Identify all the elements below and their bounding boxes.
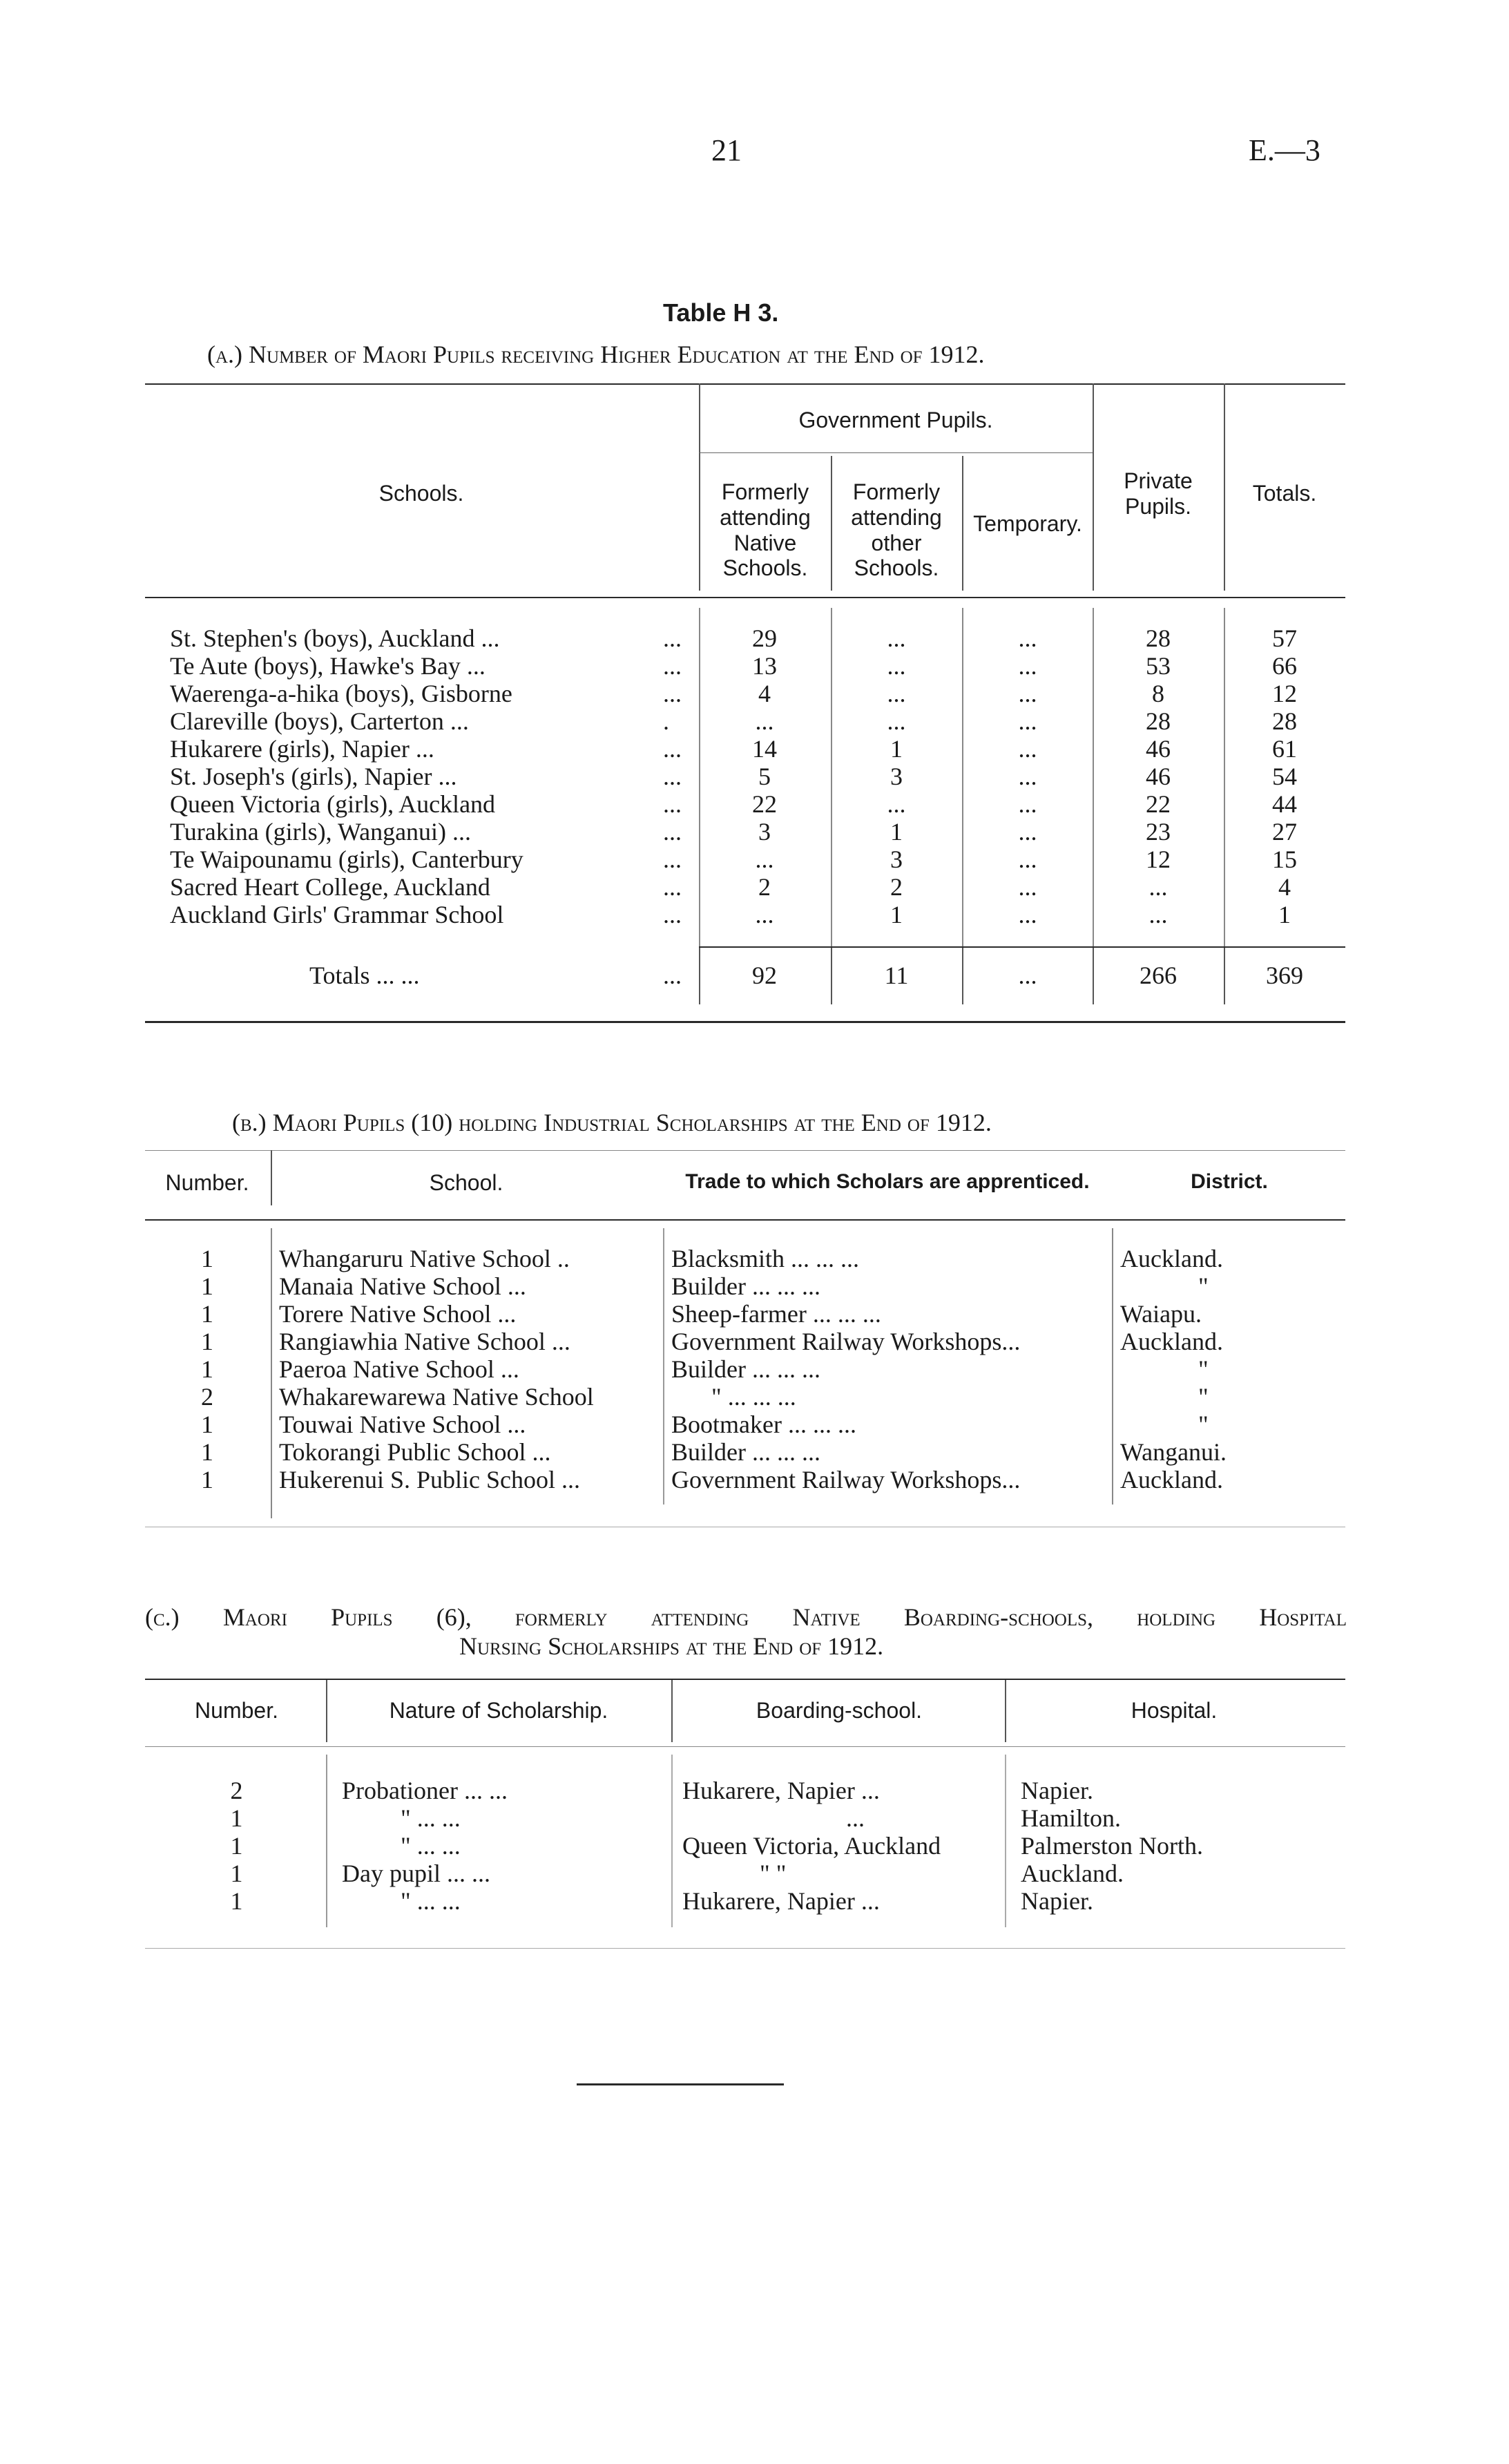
cell-native: 4 [758,680,771,707]
header-schools: Schools. [378,481,464,506]
header-district: District. [1191,1170,1268,1193]
cell-school: Rangiawhia Native School ... [279,1328,570,1355]
table-row: Queen Victoria (girls), Auckland ... 22 ... ... 22 44 [0,790,1509,818]
table-row [0,1300,1509,1328]
cell-school: Whangaruru Native School .. [279,1245,570,1272]
cell-private: 12 [1146,846,1171,873]
cell-number: 1 [201,1328,213,1355]
cell-native: 5 [758,763,771,790]
cell-other: 2 [890,873,903,901]
cell-other: ... [887,790,906,818]
cell-number: 1 [230,1804,243,1832]
cell-number: 1 [230,1887,243,1915]
cell-hospital: Napier. [1021,1777,1093,1804]
cell-other: ... [887,652,906,680]
cell-boarding: ... [846,1804,865,1832]
cell-number: 1 [201,1411,213,1438]
table-row [0,1383,1509,1411]
cell-private: 46 [1146,763,1171,790]
cell-total: 44 [1272,790,1297,818]
cell-district: Wanganui. [1120,1438,1227,1466]
cell-total: 61 [1272,735,1297,763]
header-formerly-native: Formerly attending Native Schools. [720,479,811,581]
cell-trade: Builder ... ... ... [671,1438,820,1466]
cell-total: 1 [1278,901,1291,928]
cell-total: 4 [1278,873,1291,901]
cell-trade: Blacksmith ... ... ... [671,1245,859,1272]
table-row: Sacred Heart College, Auckland ... 2 2 ... ... 4 [0,873,1509,901]
table-row: Te Waipounamu (girls), Canterbury ... ... 3 ... 12 15 [0,846,1509,873]
cell-other: 1 [890,818,903,846]
cell-number: 1 [201,1438,213,1466]
table-row [0,1438,1509,1466]
school-name: St. Stephen's (boys), Auckland ... [170,624,500,652]
cell-other: ... [887,707,906,735]
cell-temporary: ... [1018,735,1037,763]
cell-total: 27 [1272,818,1297,846]
school-name: Sacred Heart College, Auckland [170,873,490,901]
cell-temporary: ... [1018,624,1037,652]
header-nature: Nature of Scholarship. [389,1698,608,1723]
cell-number: 1 [201,1272,213,1300]
cell-native: 2 [758,873,771,901]
cell-number: 2 [201,1383,213,1411]
cell-school: Torere Native School ... [279,1300,517,1328]
cell-trade: Government Railway Workshops... [671,1466,1021,1493]
cell-district: " [1198,1355,1209,1383]
cell-boarding: Queen Victoria, Auckland [682,1832,941,1860]
header-boarding: Boarding-school. [756,1698,923,1723]
cell-trade: Builder ... ... ... [671,1355,820,1383]
cell-trade: Sheep-farmer ... ... ... [671,1300,881,1328]
header-government-pupils: Government Pupils. [798,408,993,432]
school-name: Waerenga-a-hika (boys), Gisborne [170,680,512,707]
table-row [0,1777,1509,1804]
cell-total: 54 [1272,763,1297,790]
section-a-caption: (a.) Number of Maori Pupils receiving Higher Education at the End of 1912. [207,341,985,368]
cell-hospital: Hamilton. [1021,1804,1121,1832]
section-c-caption-line2: Nursing Scholarships at the End of 1912. [459,1632,884,1660]
cell-native: ... [755,901,774,928]
school-name: Turakina (girls), Wanganui) ... [170,818,472,846]
school-name: St. Joseph's (girls), Napier ... [170,763,457,790]
cell-other: 3 [890,846,903,873]
cell-temporary: ... [1018,790,1037,818]
section-b-caption: (b.) Maori Pupils (10) holding Industrial Scholarships at the End of 1912. [232,1109,992,1136]
cell-number: 1 [201,1466,213,1493]
cell-nature: " ... ... [401,1887,461,1915]
cell-hospital: Auckland. [1021,1860,1124,1887]
total-native: 92 [752,962,777,989]
cell-native: 29 [752,624,777,652]
table-row: Te Aute (boys), Hawke's Bay ... ... 13 ... ... 53 66 [0,652,1509,680]
header-number: Number. [165,1170,249,1195]
header-hospital: Hospital. [1131,1698,1218,1723]
cell-school: Touwai Native School ... [279,1411,526,1438]
cell-temporary: ... [1018,763,1037,790]
cell-nature: Day pupil ... ... [342,1860,490,1887]
page-number: 21 [711,133,742,167]
cell-private: 53 [1146,652,1171,680]
cell-district: Auckland. [1120,1466,1223,1493]
cell-temporary: ... [1018,818,1037,846]
cell-school: Paeroa Native School ... [279,1355,519,1383]
table-row: Hukarere (girls), Napier ... ... 14 1 ... 46 61 [0,735,1509,763]
cell-private: 23 [1146,818,1171,846]
cell-district: Auckland. [1120,1328,1223,1355]
cell-number: 1 [201,1300,213,1328]
cell-trade: Builder ... ... ... [671,1272,820,1300]
cell-school: Tokorangi Public School ... [279,1438,551,1466]
cell-district: " [1198,1272,1209,1300]
table-row [0,1466,1509,1493]
table-row: Clareville (boys), Carterton ... . ... ... ... 28 28 [0,707,1509,735]
cell-boarding: Hukarere, Napier ... [682,1777,880,1804]
cell-hospital: Napier. [1021,1887,1093,1915]
cell-other: 3 [890,763,903,790]
cell-private: ... [1148,873,1168,901]
table-row [0,1272,1509,1300]
cell-nature: " ... ... [401,1804,461,1832]
school-name: Auckland Girls' Grammar School [170,901,504,928]
cell-nature: Probationer ... ... [342,1777,508,1804]
cell-native: 13 [752,652,777,680]
cell-temporary: ... [1018,846,1037,873]
cell-temporary: ... [1018,901,1037,928]
table-row [0,1245,1509,1272]
cell-school: Manaia Native School ... [279,1272,526,1300]
school-name: Te Aute (boys), Hawke's Bay ... [170,652,486,680]
cell-district: " [1198,1411,1209,1438]
cell-boarding: Hukarere, Napier ... [682,1887,880,1915]
cell-private: 28 [1146,624,1171,652]
cell-district: Auckland. [1120,1245,1223,1272]
cell-other: ... [887,680,906,707]
table-row: St. Joseph's (girls), Napier ... ... 5 3 ... 46 54 [0,763,1509,790]
total-private: 266 [1140,962,1177,989]
cell-trade: Bootmaker ... ... ... [671,1411,856,1438]
total-other: 11 [884,962,909,989]
cell-district: " [1198,1383,1209,1411]
cell-number: 2 [230,1777,243,1804]
cell-trade: Government Railway Workshops... [671,1328,1021,1355]
header-number: Number. [195,1698,278,1723]
cell-temporary: ... [1018,873,1037,901]
cell-temporary: ... [1018,652,1037,680]
table-row [0,1832,1509,1860]
cell-native: 3 [758,818,771,846]
cell-total: 15 [1272,846,1297,873]
cell-school: Hukerenui S. Public School ... [279,1466,580,1493]
cell-total: 66 [1272,652,1297,680]
school-name: Queen Victoria (girls), Auckland [170,790,496,818]
table-row [0,1860,1509,1887]
table-row [0,1887,1509,1915]
cell-other: 1 [890,901,903,928]
cell-total: 12 [1272,680,1297,707]
table-title: Table H 3. [663,298,779,327]
cell-other: ... [887,624,906,652]
cell-number: 1 [230,1860,243,1887]
school-name: Clareville (boys), Carterton ... [170,707,469,735]
cell-school: Whakarewarewa Native School [279,1383,594,1411]
header-temporary: Temporary. [973,511,1082,536]
cell-total: 28 [1272,707,1297,735]
cell-district: Waiapu. [1120,1300,1202,1328]
cell-private: 8 [1152,680,1164,707]
cell-private: ... [1148,901,1168,928]
cell-native: ... [755,846,774,873]
cell-number: 1 [201,1355,213,1383]
cell-number: 1 [230,1832,243,1860]
cell-temporary: ... [1018,707,1037,735]
closing-rule [577,2083,784,2085]
cell-number: 1 [201,1245,213,1272]
cell-total: 57 [1272,624,1297,652]
cell-private: 46 [1146,735,1171,763]
totals-label: Totals ... ... [309,962,420,989]
total-temporary: ... [1018,962,1037,989]
cell-native: 22 [752,790,777,818]
cell-other: 1 [890,735,903,763]
school-name: Te Waipounamu (girls), Canterbury [170,846,523,873]
cell-native: ... [755,707,774,735]
header-trade: Trade to which Scholars are apprenticed. [685,1170,1090,1193]
cell-private: 22 [1146,790,1171,818]
cell-nature: " ... ... [401,1832,461,1860]
cell-trade: " ... ... ... [711,1383,796,1411]
cell-boarding: " " [760,1860,787,1887]
table-row: Waerenga-a-hika (boys), Gisborne ... 4 ... ... 8 12 [0,680,1509,707]
doc-reference: E.—3 [1249,133,1320,167]
header-formerly-other: Formerly attending other Schools. [851,479,942,581]
table-row [0,1804,1509,1832]
table-row [0,1328,1509,1355]
totals-row: Totals ... ... ... 92 11 ... 266 369 [0,962,1509,989]
school-name: Hukarere (girls), Napier ... [170,735,434,763]
section-c-caption-line1: (c.) Maori Pupils (6), formerly attending Native Boarding-schools, holding Hospital [145,1603,1347,1631]
cell-hospital: Palmerston North. [1021,1832,1203,1860]
table-row [0,1411,1509,1438]
table-row: St. Stephen's (boys), Auckland ... ... 29 ... ... 28 57 [0,624,1509,652]
header-school: School. [429,1170,503,1195]
header-private: Private Pupils. [1124,468,1193,519]
header-totals: Totals. [1252,481,1317,506]
total-grand: 369 [1266,962,1303,989]
cell-native: 14 [752,735,777,763]
cell-private: 28 [1146,707,1171,735]
cell-temporary: ... [1018,680,1037,707]
table-row [0,1355,1509,1383]
table-row: Turakina (girls), Wanganui) ... ... 3 1 ... 23 27 [0,818,1509,846]
table-row: Auckland Girls' Grammar School ... ... 1 ... ... 1 [0,901,1509,928]
